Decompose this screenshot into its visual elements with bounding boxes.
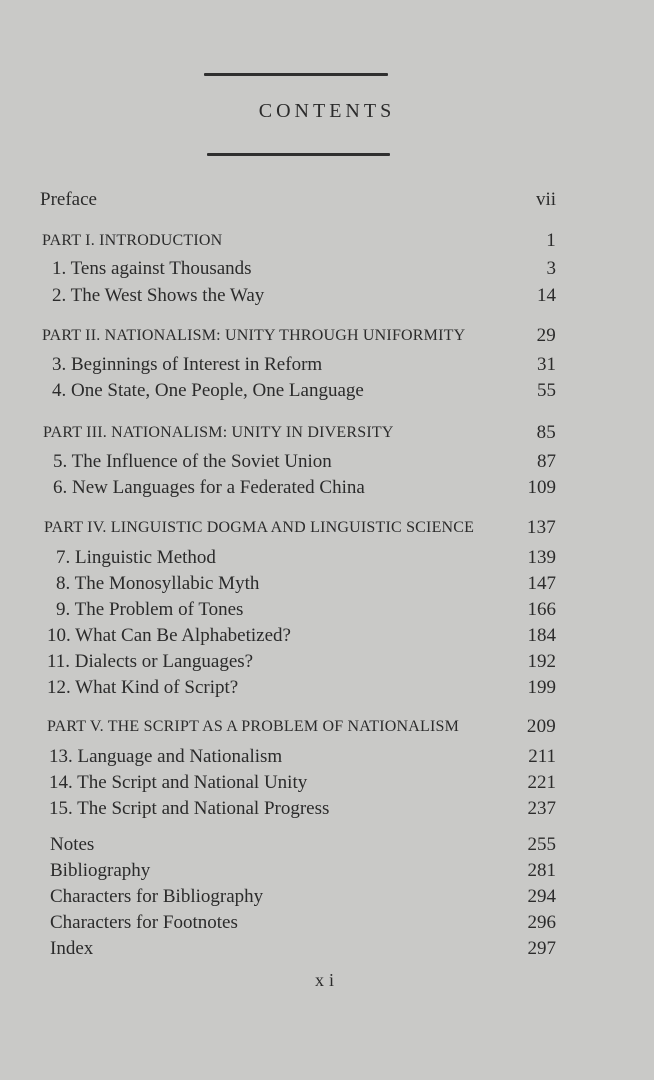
top-rule: [204, 73, 388, 76]
chapter-title: 7. Linguistic Method: [56, 547, 216, 568]
chapter-title: 6. New Languages for a Federated China: [53, 477, 365, 498]
toc-chapter-4: [0, 380, 654, 406]
toc-chapter-11: [0, 651, 654, 677]
chapter-page: 3: [546, 258, 556, 279]
toc-chapter-12: [0, 677, 654, 703]
part-title: PART V. THE SCRIPT AS A PROBLEM OF NATIONALISM: [47, 718, 460, 735]
chapter-page: 211: [528, 746, 556, 767]
chapter-title: 9. The Problem of Tones: [56, 599, 244, 620]
toc-chapter-10: [0, 625, 654, 651]
toc-entry-characters-footnotes: [0, 912, 654, 938]
chapter-title: 14. The Script and National Unity: [49, 772, 308, 793]
toc-part-2: [0, 327, 654, 353]
entry-title: Notes: [50, 834, 95, 855]
chapter-title: 1. Tens against Thousands: [52, 258, 252, 279]
part-page: 29: [536, 325, 556, 346]
entry-page: 255: [527, 834, 556, 855]
chapter-title: 12. What Kind of Script?: [47, 677, 239, 698]
entry-page: 281: [527, 860, 556, 881]
chapter-title: 15. The Script and National Progress: [49, 798, 330, 819]
part-title: PART III. NATIONALISM: UNITY IN DIVERSITY: [43, 424, 394, 441]
entry-title: Index: [50, 938, 94, 959]
toc-entry-index: [0, 938, 654, 964]
toc-entry-preface: [0, 189, 654, 215]
chapter-page: 109: [527, 477, 556, 498]
part-page: 1: [546, 230, 556, 251]
entry-page: 296: [527, 912, 556, 933]
toc-part-4: [0, 519, 654, 545]
chapter-page: 184: [527, 625, 556, 646]
toc-part-1: [0, 232, 654, 258]
chapter-page: 14: [537, 285, 556, 306]
toc-chapter-15: [0, 798, 654, 824]
toc-chapter-14: [0, 772, 654, 798]
chapter-title: 4. One State, One People, One Language: [52, 380, 364, 401]
part-page: 209: [526, 716, 556, 737]
toc-chapter-8: [0, 573, 654, 599]
entry-page: 297: [527, 938, 556, 959]
part-title: PART II. NATIONALISM: UNITY THROUGH UNIFORMITY: [42, 327, 466, 344]
chapter-title: 3. Beginnings of Interest in Reform: [52, 354, 323, 375]
toc-chapter-2: [0, 285, 654, 311]
entry-title: Preface: [40, 189, 97, 210]
toc-entry-notes: [0, 834, 654, 860]
part-page: 137: [526, 517, 556, 538]
chapter-page: 55: [537, 380, 556, 401]
part-title: PART I. INTRODUCTION: [42, 232, 223, 249]
chapter-title: 2. The West Shows the Way: [52, 285, 265, 306]
toc-chapter-1: [0, 258, 654, 284]
toc-chapter-3: [0, 354, 654, 380]
chapter-title: 13. Language and Nationalism: [49, 746, 283, 767]
toc-chapter-6: [0, 477, 654, 503]
chapter-title: 11. Dialects or Languages?: [47, 651, 254, 672]
toc-chapter-13: [0, 746, 654, 772]
bottom-rule: [207, 153, 390, 156]
toc-entry-characters-bibliography: [0, 886, 654, 912]
entry-title: Characters for Bibliography: [50, 886, 264, 907]
chapter-page: 166: [527, 599, 556, 620]
chapter-page: 192: [527, 651, 556, 672]
chapter-page: 139: [527, 547, 556, 568]
part-page: 85: [536, 422, 556, 443]
chapter-page: 147: [527, 573, 556, 594]
part-title: PART IV. LINGUISTIC DOGMA AND LINGUISTIC SCIENCE: [44, 519, 475, 536]
chapter-title: 8. The Monosyllabic Myth: [56, 573, 260, 594]
toc-entry-bibliography: [0, 860, 654, 886]
contents-heading: CONTENTS: [258, 100, 396, 122]
chapter-page: 221: [527, 772, 556, 793]
entry-title: Characters for Footnotes: [50, 912, 238, 933]
chapter-title: 10. What Can Be Alphabetized?: [47, 625, 291, 646]
entry-page: 294: [527, 886, 556, 907]
entry-page: vii: [535, 189, 556, 210]
page-number: xi: [314, 970, 339, 990]
chapter-page: 31: [537, 354, 556, 375]
entry-title: Bibliography: [50, 860, 151, 881]
toc-chapter-7: [0, 547, 654, 573]
chapter-page: 87: [537, 451, 556, 472]
toc-chapter-5: [0, 451, 654, 477]
chapter-page: 237: [527, 798, 556, 819]
chapter-page: 199: [527, 677, 556, 698]
toc-chapter-9: [0, 599, 654, 625]
chapter-title: 5. The Influence of the Soviet Union: [53, 451, 332, 472]
toc-part-3: [0, 424, 654, 450]
toc-part-5: [0, 718, 654, 744]
